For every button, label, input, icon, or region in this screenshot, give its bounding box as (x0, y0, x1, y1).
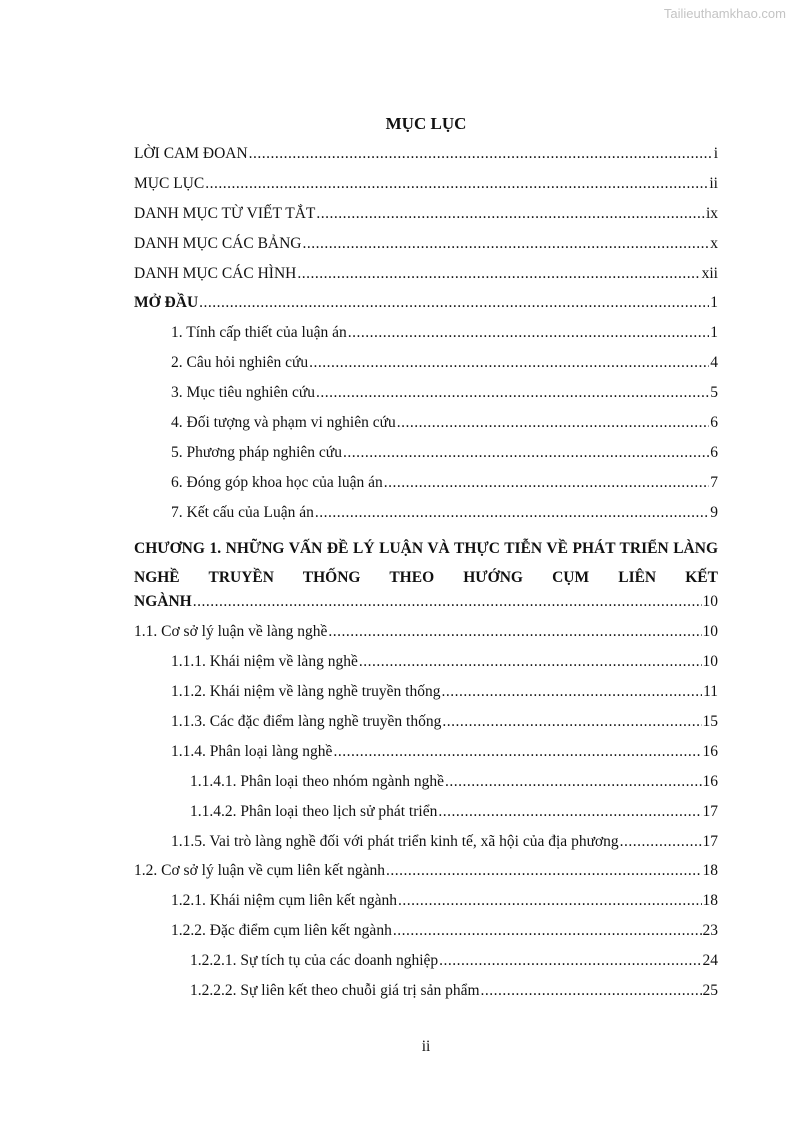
toc-entry-abbreviations[interactable] (134, 205, 718, 235)
dot-leader (384, 474, 709, 492)
toc-entry[interactable] (134, 504, 718, 534)
dot-leader (333, 743, 701, 761)
dot-leader (316, 205, 705, 223)
toc-entry-label: 1.1.4.1. Phân loại theo nhóm ngành nghề (190, 772, 444, 790)
toc-entry[interactable] (134, 354, 718, 384)
toc-entry-section[interactable] (134, 862, 718, 892)
dot-leader (441, 683, 702, 701)
dot-leader (193, 593, 702, 611)
toc-entry-label: 1.1.4. Phân loại làng nghề (171, 742, 333, 760)
toc-entry[interactable] (134, 324, 718, 354)
toc-entry-subsubsection[interactable] (134, 773, 718, 803)
toc-entry-label: 1.1.4.2. Phân loại theo lịch sử phát triển (190, 802, 438, 820)
toc-entry-label: 1. Tính cấp thiết của luận án (171, 324, 347, 342)
toc-page-number: x (710, 234, 718, 252)
toc-entry[interactable] (134, 474, 718, 504)
dot-leader (309, 354, 709, 372)
page-number-footer: ii (421, 1038, 431, 1055)
table-of-contents (134, 145, 718, 1012)
toc-entry-subsubsection[interactable] (134, 952, 718, 982)
toc-entry-label: 1.1.3. Các đặc điểm làng nghề truyền thống (171, 712, 442, 730)
toc-page-number: 11 (703, 683, 718, 701)
toc-entry-label: 1.2.2. Đặc điểm cụm liên kết ngành (171, 922, 392, 940)
toc-page-number: 5 (710, 384, 718, 402)
toc-entry-subsubsection[interactable] (134, 803, 718, 833)
dot-leader (297, 265, 700, 283)
toc-page-number: 24 (702, 952, 718, 970)
toc-entry-subsection[interactable] (134, 892, 718, 922)
toc-entry-label: 7. Kết cấu của Luận án (171, 503, 314, 521)
toc-entry-subsection[interactable] (134, 743, 718, 773)
dot-leader (316, 384, 709, 402)
dot-leader (386, 862, 701, 880)
toc-entry-figures[interactable] (134, 265, 718, 295)
toc-entry-label: DANH MỤC CÁC HÌNH (134, 264, 297, 282)
toc-entry-label: 1.1.2. Khái niệm về làng nghề truyền thống (171, 683, 441, 701)
toc-entry-subsection[interactable] (134, 683, 718, 713)
dot-leader (398, 892, 702, 910)
dot-leader (439, 952, 701, 970)
toc-page-number: 1 (710, 324, 718, 342)
dot-leader (442, 713, 701, 731)
toc-page-number: 10 (702, 653, 718, 671)
dot-leader (348, 324, 709, 342)
toc-entry-label: NGÀNH (134, 593, 192, 611)
dot-leader (397, 414, 710, 432)
dot-leader (438, 803, 701, 821)
toc-page-number: 17 (702, 832, 718, 850)
toc-entry-label: 1.2.1. Khái niệm cụm liên kết ngành (171, 892, 397, 910)
watermark: Tailieuthamkhao.com (663, 6, 786, 21)
dot-leader (343, 444, 709, 462)
chapter-1-heading-last-line[interactable] (134, 593, 718, 623)
dot-leader (249, 145, 713, 163)
toc-page-number: 16 (702, 742, 718, 760)
toc-entry-subsection[interactable] (134, 922, 718, 952)
toc-entry-label: 6. Đóng góp khoa học của luận án (171, 473, 383, 491)
toc-page-number: 10 (702, 623, 718, 641)
toc-page-number: 23 (702, 922, 718, 940)
toc-entry-label: 1.2. Cơ sở lý luận về cụm liên kết ngành (134, 862, 386, 880)
toc-entry-subsection[interactable] (134, 833, 718, 863)
toc-entry-label: MỞ ĐẦU (134, 294, 199, 312)
chapter-1-heading[interactable]: CHƯƠNG 1. NHỮNG VẤN ĐỀ LÝ LUẬN VÀ THỰC TIỄN VỀ PHÁT TRIỂN LÀNG NGHỀ TRUYỀN THỐNG THEO HƯỚNG CỤM LIÊN KẾT (134, 539, 718, 587)
toc-page-number: 10 (702, 593, 718, 611)
toc-entry-label: DANH MỤC CÁC BẢNG (134, 234, 302, 252)
dot-leader (481, 982, 702, 1000)
toc-entry[interactable] (134, 414, 718, 444)
toc-page-number: 4 (710, 354, 718, 372)
toc-entry-label: 1.1.5. Vai trò làng nghề đối với phát triển kinh tế, xã hội của địa phương (171, 832, 619, 850)
toc-page-number: 18 (702, 892, 718, 910)
toc-entry-subsubsection[interactable] (134, 982, 718, 1012)
toc-entry-label: 2. Câu hỏi nghiên cứu (171, 354, 309, 372)
toc-entry-loi-cam-doan[interactable] (134, 145, 718, 175)
dot-leader (199, 294, 709, 312)
dot-leader (315, 504, 709, 522)
toc-entry-label: 5. Phương pháp nghiên cứu (171, 443, 342, 461)
toc-page-number: ix (705, 204, 718, 222)
toc-entry-label: 1.1.1. Khái niệm về làng nghề (171, 653, 358, 671)
toc-entry-introduction[interactable] (134, 294, 718, 324)
dot-leader (445, 773, 702, 791)
toc-entry-label: 1.2.2.1. Sự tích tụ của các doanh nghiệp (190, 952, 439, 970)
toc-entry-label: MỤC LỤC (134, 174, 205, 192)
toc-page-number: ii (709, 174, 718, 192)
toc-entry-muc-luc[interactable] (134, 175, 718, 205)
toc-page-number: 16 (702, 772, 718, 790)
dot-leader (303, 235, 710, 253)
toc-page-number: 9 (710, 503, 718, 521)
toc-page-number: 15 (702, 712, 718, 730)
toc-entry-label: 3. Mục tiêu nghiên cứu (171, 384, 315, 402)
dot-leader (359, 653, 702, 671)
toc-page-number: xii (701, 264, 718, 282)
toc-entry[interactable] (134, 444, 718, 474)
toc-entry-section[interactable] (134, 623, 718, 653)
dot-leader (205, 175, 708, 193)
dot-leader (328, 623, 701, 641)
toc-entry[interactable] (134, 384, 718, 414)
toc-page-number: i (713, 145, 718, 162)
dot-leader (393, 922, 702, 940)
toc-entry-label: 1.2.2.2. Sự liên kết theo chuỗi giá trị sản phẩm (190, 981, 480, 999)
toc-entry-tables[interactable] (134, 235, 718, 265)
toc-entry-label: 1.1. Cơ sở lý luận về làng nghề (134, 623, 328, 641)
toc-page-number: 1 (710, 294, 718, 312)
toc-entry-label: LỜI CAM ĐOAN (134, 145, 248, 162)
toc-entry-label: DANH MỤC TỪ VIẾT TẮT (134, 204, 316, 222)
toc-page-number: 7 (710, 473, 718, 491)
toc-entry-label: 4. Đối tượng và phạm vi nghiên cứu (171, 414, 396, 432)
toc-entry-subsection[interactable] (134, 653, 718, 683)
toc-page-number: 6 (710, 443, 718, 461)
toc-page-number: 25 (702, 981, 718, 999)
toc-page-number: 18 (702, 862, 718, 880)
page-title: MỤC LỤC (385, 114, 467, 133)
dot-leader (620, 833, 702, 851)
toc-entry-subsection[interactable] (134, 713, 718, 743)
toc-page-number: 6 (710, 414, 718, 432)
toc-page-number: 17 (702, 802, 718, 820)
